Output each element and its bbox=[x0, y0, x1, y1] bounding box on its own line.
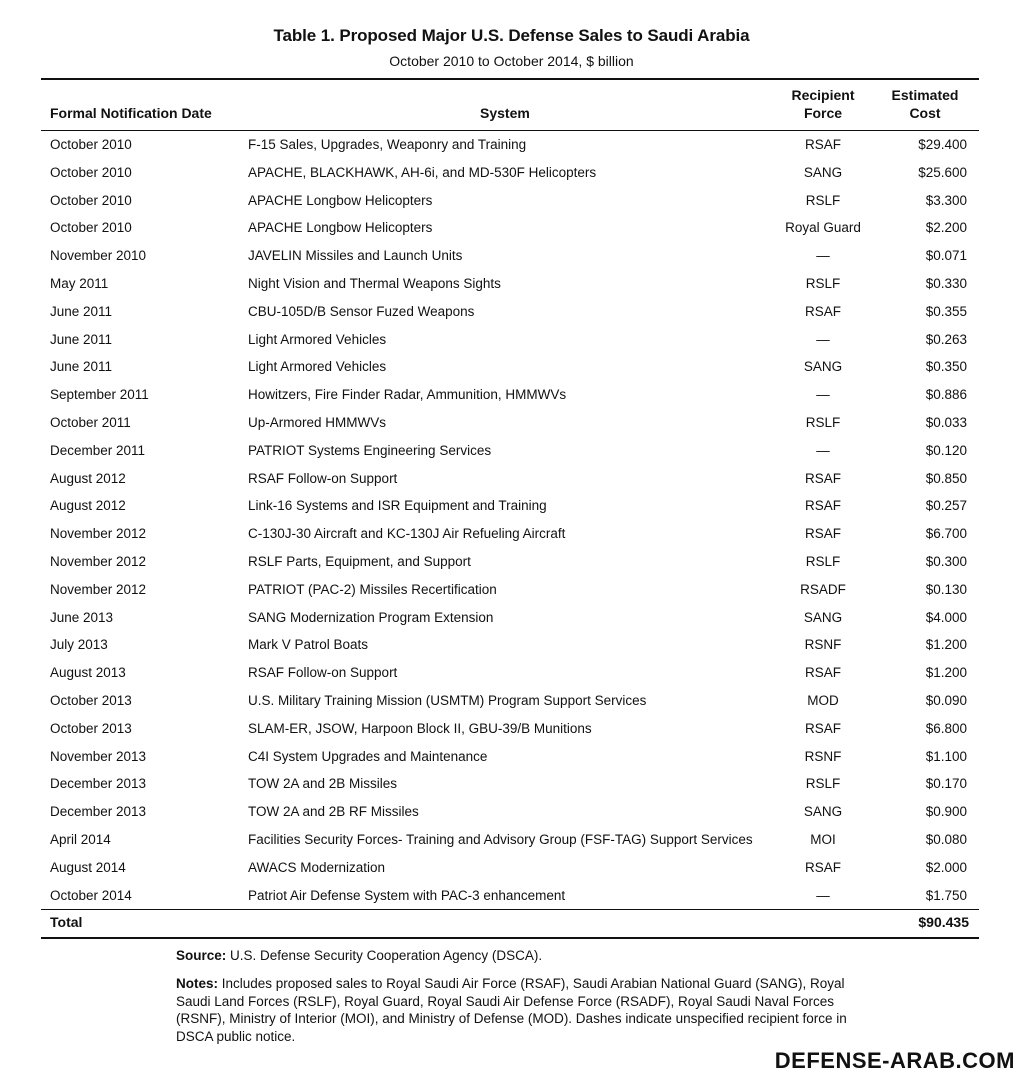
cell-estimated-cost: $4.000 bbox=[925, 609, 967, 625]
source-label: Source: bbox=[176, 948, 227, 963]
cell-notification-date: April 2014 bbox=[50, 831, 111, 847]
table-row bbox=[0, 548, 1023, 576]
cell-system: F-15 Sales, Upgrades, Weaponry and Training bbox=[248, 137, 527, 152]
cell-system: Night Vision and Thermal Weapons Sights bbox=[248, 275, 501, 291]
cell-system: C4I System Upgrades and Maintenance bbox=[248, 748, 488, 764]
cell-estimated-cost: $3.300 bbox=[925, 192, 967, 208]
table-row bbox=[0, 576, 1023, 604]
table-row bbox=[0, 187, 1023, 215]
cell-notification-date: June 2011 bbox=[50, 359, 113, 375]
table-row bbox=[0, 882, 1023, 910]
cell-system: Mark V Patrol Boats bbox=[248, 637, 369, 653]
table-row bbox=[0, 743, 1023, 771]
cell-recipient-force: RSAF bbox=[804, 303, 841, 319]
cell-notification-date: November 2010 bbox=[50, 248, 147, 264]
cell-recipient-force: — bbox=[816, 887, 830, 903]
cell-recipient-force: SANG bbox=[803, 164, 843, 180]
cell-notification-date: June 2011 bbox=[50, 303, 113, 319]
table-row bbox=[0, 270, 1023, 298]
cell-system: Light Armored Vehicles bbox=[248, 331, 387, 347]
cell-system: Light Armored Vehicles bbox=[248, 359, 387, 375]
cell-system: APACHE, BLACKHAWK, AH-6i, and MD-530F Helicopters bbox=[248, 164, 597, 180]
cell-notification-date: July 2013 bbox=[50, 637, 108, 653]
cell-recipient-force: RSLF bbox=[805, 553, 841, 569]
cell-estimated-cost: $1.200 bbox=[925, 637, 967, 653]
table-row bbox=[0, 687, 1023, 715]
table-subtitle: October 2010 to October 2014, $ billion bbox=[389, 53, 634, 69]
table-row bbox=[0, 298, 1023, 326]
cell-recipient-force: RSNF bbox=[804, 637, 842, 653]
table-row bbox=[0, 214, 1023, 242]
bottom-rule bbox=[41, 937, 979, 939]
cell-notification-date: October 2013 bbox=[50, 692, 132, 708]
cell-recipient-force: RSLF bbox=[805, 776, 841, 792]
cell-estimated-cost: $0.886 bbox=[925, 387, 967, 403]
cell-estimated-cost: $0.355 bbox=[925, 303, 967, 319]
cell-recipient-force: RSAF bbox=[804, 665, 841, 681]
table-row bbox=[0, 409, 1023, 437]
cell-recipient-force: RSLF bbox=[805, 275, 841, 291]
table-row bbox=[0, 798, 1023, 826]
cell-recipient-force: RSAF bbox=[804, 720, 841, 736]
cell-system: TOW 2A and 2B RF Missiles bbox=[248, 804, 419, 820]
cell-estimated-cost: $0.033 bbox=[925, 414, 967, 430]
table-row bbox=[0, 465, 1023, 493]
cell-estimated-cost: $0.130 bbox=[925, 581, 967, 597]
cell-recipient-force: MOI bbox=[810, 831, 836, 847]
cell-notification-date: December 2013 bbox=[50, 804, 147, 820]
cell-recipient-force: MOD bbox=[807, 692, 839, 708]
cell-estimated-cost: $25.600 bbox=[918, 164, 967, 180]
cell-notification-date: October 2010 bbox=[50, 192, 132, 208]
cell-estimated-cost: $0.300 bbox=[925, 553, 967, 569]
table-row bbox=[0, 492, 1023, 520]
header-estimated-cost bbox=[880, 86, 970, 122]
cell-estimated-cost: $0.090 bbox=[925, 692, 967, 708]
cell-estimated-cost: $0.071 bbox=[925, 248, 967, 264]
cell-recipient-force: RSAF bbox=[804, 470, 841, 486]
cell-estimated-cost: $0.263 bbox=[925, 331, 967, 347]
cell-notification-date: August 2012 bbox=[50, 470, 126, 486]
cell-system: Facilities Security Forces- Training and Advisory Group (FSF-TAG) Support Services bbox=[248, 831, 753, 847]
cell-recipient-force: RSLF bbox=[805, 192, 841, 208]
cell-recipient-force: RSADF bbox=[800, 581, 846, 597]
header-recipient-force-line1: Recipient bbox=[791, 87, 855, 103]
cell-notification-date: October 2010 bbox=[50, 220, 132, 236]
table-row bbox=[0, 437, 1023, 465]
cell-recipient-force: SANG bbox=[803, 804, 843, 820]
table-row bbox=[0, 381, 1023, 409]
cell-system: Up-Armored HMMWVs bbox=[248, 414, 387, 430]
cell-system: RSAF Follow-on Support bbox=[248, 665, 398, 681]
cell-estimated-cost: $1.200 bbox=[925, 665, 967, 681]
cell-estimated-cost: $0.350 bbox=[925, 359, 967, 375]
header-recipient-force bbox=[768, 86, 878, 122]
cell-recipient-force: SANG bbox=[803, 359, 843, 375]
notes-paragraph bbox=[176, 975, 876, 1045]
cell-notification-date: October 2010 bbox=[50, 164, 132, 180]
table-row bbox=[0, 353, 1023, 381]
cell-system: PATRIOT Systems Engineering Services bbox=[248, 442, 492, 458]
cell-recipient-force: RSNF bbox=[804, 748, 842, 764]
table-row bbox=[0, 659, 1023, 687]
cell-notification-date: November 2012 bbox=[50, 553, 147, 569]
table-row bbox=[0, 631, 1023, 659]
cell-notification-date: October 2013 bbox=[50, 720, 132, 736]
table-row bbox=[0, 604, 1023, 632]
table-row bbox=[0, 770, 1023, 798]
cell-recipient-force: SANG bbox=[803, 609, 843, 625]
cell-system: RSAF Follow-on Support bbox=[248, 470, 398, 486]
cell-estimated-cost: $0.900 bbox=[925, 804, 967, 820]
cell-system: JAVELIN Missiles and Launch Units bbox=[248, 248, 463, 264]
cell-recipient-force: — bbox=[816, 442, 830, 458]
table-title: Table 1. Proposed Major U.S. Defense Sales to Saudi Arabia bbox=[273, 26, 750, 45]
cell-system: U.S. Military Training Mission (USMTM) Program Support Services bbox=[248, 692, 647, 708]
cell-notification-date: August 2014 bbox=[50, 859, 126, 875]
table-row bbox=[0, 159, 1023, 187]
header-estimated-cost-line1: Estimated bbox=[891, 87, 959, 103]
header-estimated-cost-line2: Cost bbox=[909, 105, 941, 121]
cell-notification-date: October 2010 bbox=[50, 137, 132, 152]
cell-notification-date: December 2011 bbox=[50, 442, 146, 458]
cell-recipient-force: RSAF bbox=[804, 859, 841, 875]
cell-estimated-cost: $0.080 bbox=[925, 831, 967, 847]
table-body bbox=[0, 131, 1023, 909]
cell-notification-date: October 2011 bbox=[50, 414, 131, 430]
cell-estimated-cost: $0.170 bbox=[925, 776, 967, 792]
cell-system: TOW 2A and 2B Missiles bbox=[248, 776, 398, 792]
cell-notification-date: November 2012 bbox=[50, 581, 147, 597]
total-label: Total bbox=[50, 914, 83, 930]
table-row bbox=[0, 715, 1023, 743]
cell-recipient-force: RSAF bbox=[804, 498, 841, 514]
cell-system: Howitzers, Fire Finder Radar, Ammunition, HMMWVs bbox=[248, 387, 567, 403]
cell-notification-date: June 2011 bbox=[50, 331, 113, 347]
table-row bbox=[0, 326, 1023, 354]
table-row bbox=[0, 131, 1023, 159]
cell-estimated-cost: $2.200 bbox=[925, 220, 967, 236]
source-text: U.S. Defense Security Cooperation Agency (DSCA). bbox=[226, 948, 543, 963]
total-value: $90.435 bbox=[918, 914, 969, 930]
top-rule bbox=[41, 78, 979, 80]
cell-notification-date: December 2013 bbox=[50, 776, 147, 792]
cell-notification-date: October 2014 bbox=[50, 887, 132, 903]
cell-estimated-cost: $1.100 bbox=[925, 748, 967, 764]
cell-recipient-force: Royal Guard bbox=[785, 220, 861, 236]
cell-system: RSLF Parts, Equipment, and Support bbox=[248, 553, 471, 569]
cell-estimated-cost: $0.850 bbox=[925, 470, 967, 486]
table-row bbox=[0, 520, 1023, 548]
notes-label: Notes: bbox=[176, 976, 219, 991]
total-rule bbox=[41, 909, 979, 910]
cell-recipient-force: — bbox=[816, 387, 830, 403]
cell-notification-date: November 2012 bbox=[50, 526, 147, 542]
cell-system: APACHE Longbow Helicopters bbox=[248, 220, 433, 236]
cell-recipient-force: RSAF bbox=[804, 137, 841, 152]
cell-notification-date: August 2012 bbox=[50, 498, 126, 514]
cell-notification-date: August 2013 bbox=[50, 665, 126, 681]
cell-estimated-cost: $6.800 bbox=[925, 720, 967, 736]
cell-estimated-cost: $0.330 bbox=[925, 275, 967, 291]
cell-system: APACHE Longbow Helicopters bbox=[248, 192, 433, 208]
cell-notification-date: June 2013 bbox=[50, 609, 114, 625]
cell-recipient-force: RSLF bbox=[805, 414, 841, 430]
source-note bbox=[176, 948, 542, 963]
cell-estimated-cost: $2.000 bbox=[925, 859, 967, 875]
cell-notification-date: September 2011 bbox=[50, 387, 149, 403]
cell-estimated-cost: $0.120 bbox=[925, 442, 967, 458]
watermark: DEFENSE-ARAB.COM bbox=[774, 1048, 1015, 1073]
cell-system: CBU-105D/B Sensor Fuzed Weapons bbox=[248, 303, 475, 319]
cell-system: Patriot Air Defense System with PAC-3 enhancement bbox=[248, 887, 566, 903]
notes-text: Includes proposed sales to Royal Saudi Air Force (RSAF), Saudi Arabian National Guard (SANG), Royal Saudi Land Forces (RSLF), Royal Guard, Royal Saudi Air Defense Force (RSADF), Royal Saudi Naval Forces (RSNF), Ministry of Interior (MOI), and Ministry of Defense (MOD). Dashes indicate unspecified recipient force in DSCA public notice. bbox=[176, 976, 847, 1044]
cell-estimated-cost: $29.400 bbox=[918, 137, 967, 152]
cell-system: AWACS Modernization bbox=[248, 859, 386, 875]
cell-estimated-cost: $6.700 bbox=[925, 526, 967, 542]
header-system: System bbox=[480, 105, 530, 121]
cell-system: SANG Modernization Program Extension bbox=[248, 609, 494, 625]
cell-recipient-force: — bbox=[816, 331, 830, 347]
cell-system: SLAM-ER, JSOW, Harpoon Block II, GBU-39/B Munitions bbox=[248, 720, 592, 736]
cell-system: Link-16 Systems and ISR Equipment and Training bbox=[248, 498, 547, 514]
cell-recipient-force: RSAF bbox=[804, 526, 841, 542]
header-recipient-force-line2: Force bbox=[803, 105, 843, 121]
cell-notification-date: November 2013 bbox=[50, 748, 147, 764]
cell-estimated-cost: $1.750 bbox=[925, 887, 967, 903]
table-row bbox=[0, 826, 1023, 854]
cell-system: PATRIOT (PAC-2) Missiles Recertification bbox=[248, 581, 497, 597]
cell-recipient-force: — bbox=[816, 248, 830, 264]
cell-system: C-130J-30 Aircraft and KC-130J Air Refueling Aircraft bbox=[248, 526, 566, 542]
header-notification-date: Formal Notification Date bbox=[50, 105, 212, 121]
cell-estimated-cost: $0.257 bbox=[925, 498, 967, 514]
table-row bbox=[0, 854, 1023, 882]
cell-notification-date: May 2011 bbox=[50, 275, 109, 291]
table-row bbox=[0, 242, 1023, 270]
